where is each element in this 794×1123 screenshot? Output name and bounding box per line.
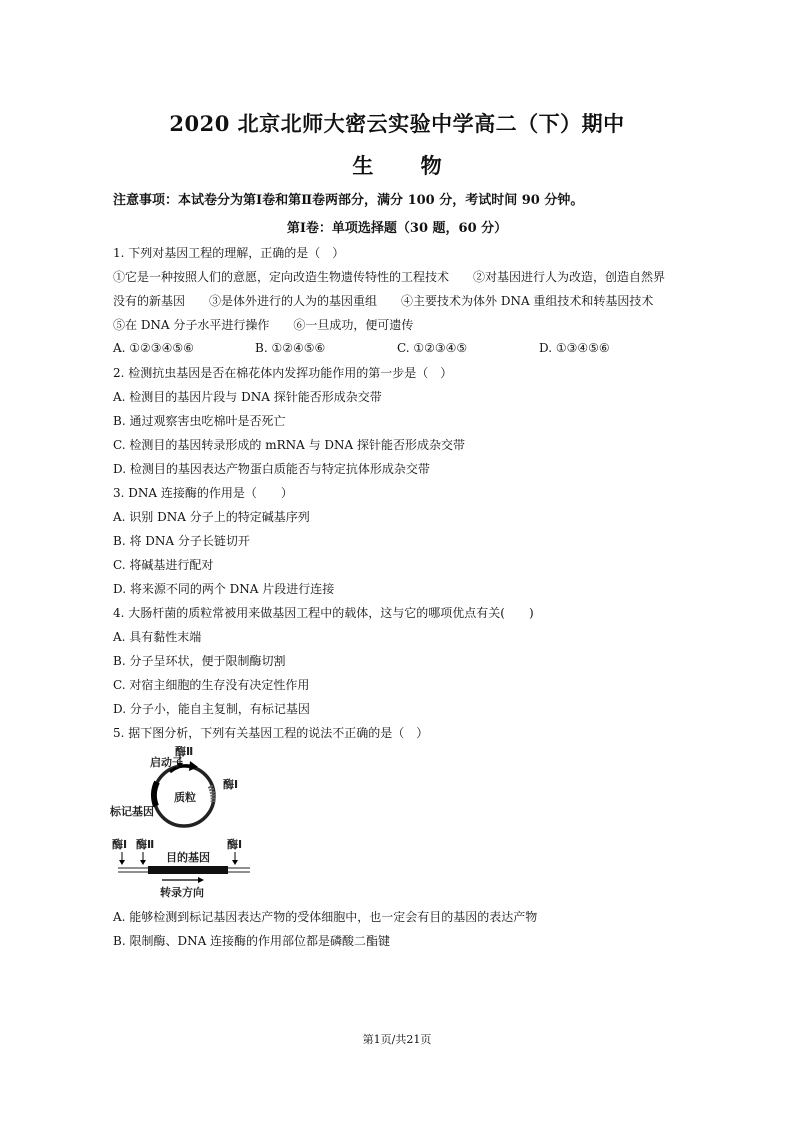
plasmid-diagram [110, 746, 260, 902]
q3-option-a: A. 识别 DNA 分子上的特定碱基序列 [113, 510, 310, 524]
plasmid-label: 质粒 [174, 791, 196, 804]
q1-option-a: A. ①②③④⑤⑥ [113, 341, 194, 355]
q3-stem: 3. DNA 连接酶的作用是（ ） [113, 486, 293, 500]
q5-option-a: A. 能够检测到标记基因表达产物的受体细胞中，也一定会有目的基因的表达产物 [113, 910, 538, 924]
q1-statement-line: 没有的新基因 ③是体外进行的人为的基因重组 ④主要技术为体外 DNA 重组技术和转基因技术 [113, 294, 654, 308]
q3-option-d: D. 将来源不同的两个 DNA 片段进行连接 [113, 582, 335, 596]
q2-option-b: B. 通过观察害虫吃棉叶是否死亡 [113, 414, 286, 428]
q4-stem: 4. 大肠杆菌的质粒常被用来做基因工程中的载体，这与它的哪项优点有关( ) [113, 606, 534, 620]
enzyme1-label-left: 酶Ⅰ [112, 838, 128, 851]
section-heading: 第Ⅰ卷：单项选择题（30 题，60 分） [286, 221, 508, 236]
q2-option-d: D. 检测目的基因表达产物蛋白质能否与特定抗体形成杂交带 [113, 462, 430, 476]
q4-option-b: B. 分子呈环状，便于限制酶切割 [113, 654, 286, 668]
marker-gene-label: 标记基因 [110, 805, 154, 818]
q2-option-a: A. 检测目的基因片段与 DNA 探针能否形成杂交带 [113, 390, 382, 404]
q5-option-b: B. 限制酶、DNA 连接酶的作用部位都是磷酸二酯键 [113, 934, 391, 948]
marker-gene-segment [154, 782, 157, 806]
q1-option-d: D. ①③④⑤⑥ [539, 341, 610, 355]
subject-title: 生 物 [352, 153, 442, 178]
q1-option-c: C. ①②③④⑤ [397, 341, 468, 355]
cut-arrowhead [119, 860, 125, 865]
q4-option-a: A. 具有黏性末端 [113, 630, 202, 644]
q2-option-c: C. 检测目的基因转录形成的 mRNA 与 DNA 探针能否形成杂交带 [113, 438, 466, 452]
cut-arrowhead [140, 860, 146, 865]
q1-statement-line: ⑤在 DNA 分子水平进行操作 ⑥一旦成功，便可遗传 [113, 318, 414, 332]
transcription-label: 转录方向 [160, 886, 204, 899]
q1-stem: 1. 下列对基因工程的理解，正确的是（ ） [113, 246, 345, 260]
q4-option-d: D. 分子小，能自主复制，有标记基因 [113, 702, 310, 716]
q5-stem: 5. 据下图分析，下列有关基因工程的说法不正确的是（ ） [113, 726, 429, 740]
transcription-arrowhead [198, 877, 204, 883]
enzyme2-label-bottom: 酶Ⅱ [136, 838, 155, 851]
q1-statement-line: ①它是一种按照人们的意愿，定向改造生物遗传特性的工程技术 ②对基因进行人为改造，创造自然界 [113, 270, 666, 284]
target-gene-label: 目的基因 [166, 851, 210, 864]
exam-notice: 注意事项：本试卷分为第Ⅰ卷和第Ⅱ卷两部分，满分 100 分，考试时间 90 分钟。 [113, 193, 584, 208]
exam-title: 2020 北京北师大密云实验中学高二（下）期中 [169, 111, 625, 136]
q1-option-b: B. ①②④⑤⑥ [255, 341, 326, 355]
enzyme2-label-top: 酶Ⅱ [175, 746, 194, 758]
cut-arrowhead [232, 860, 238, 865]
enzyme1-label-far: 酶Ⅰ [227, 838, 243, 851]
q4-option-c: C. 对宿主细胞的生存没有决定性作用 [113, 678, 310, 692]
target-gene-segment [148, 866, 228, 874]
q3-option-c: C. 将碱基进行配对 [113, 558, 214, 572]
q1-options [113, 341, 713, 357]
promoter-label: 启动子 [150, 756, 183, 769]
page-footer: 第1页/共21页 [362, 1033, 432, 1046]
q3-option-b: B. 将 DNA 分子长链切开 [113, 534, 250, 548]
enzyme1-label-right: 酶Ⅰ [223, 778, 239, 791]
q2-stem: 2. 检测抗虫基因是否在棉花体内发挥功能作用的第一步是（ ） [113, 366, 453, 380]
